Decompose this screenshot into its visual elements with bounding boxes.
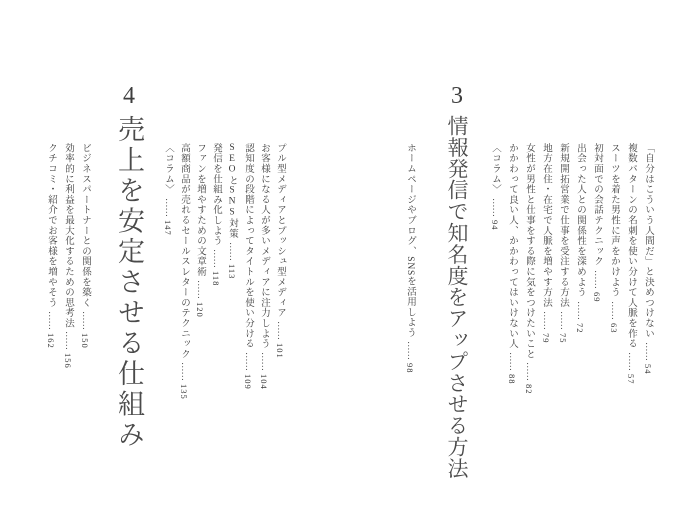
toc-entry — [588, 143, 605, 499]
toc-spread — [40, 83, 656, 499]
leader-dots: …… — [275, 321, 285, 341]
toc-entry-page: 94 — [490, 219, 500, 230]
toc-entry-title: お客様になる人が多いメディアに注力しよう — [259, 143, 269, 349]
toc-entry-page: 57 — [626, 374, 636, 385]
leader-dots: …… — [80, 310, 90, 330]
toc-entry — [622, 143, 639, 499]
toc-entry — [402, 143, 418, 499]
leader-dots: …… — [243, 352, 253, 371]
chapter-title: 売上を安定させる仕組み — [114, 115, 144, 451]
toc-entry-title: スーツを着た男性に声をかけよう — [609, 143, 619, 298]
chapter-number: 4 — [116, 83, 142, 109]
toc-entry-title: ビジネスパートナーとの関係を築く — [80, 143, 90, 308]
toc-entry-page: 63 — [609, 322, 619, 333]
toc-entry-title: プル型メディアとプッシュ型メディア — [275, 143, 285, 319]
toc-entry-page: 72 — [575, 322, 585, 333]
toc-entry-title: 〈コラム〉 — [490, 143, 500, 195]
toc-entry — [272, 143, 288, 499]
toc-entry-title: 「自分はこういう人間だ」と決めつけない — [643, 143, 653, 339]
toc-entry — [520, 143, 537, 499]
toc-entry-title: かかわって良い人、かかわってはいけない人 — [507, 143, 517, 349]
leader-dots: …… — [259, 352, 269, 371]
toc-entry-title: 女性が男性と仕事をする際に気をつけたいこと — [524, 143, 534, 360]
chapter-4-heading — [113, 83, 145, 499]
toc-entry — [208, 143, 224, 499]
leader-dots: …… — [227, 241, 237, 261]
toc-entry-page: 113 — [227, 263, 237, 280]
chapter-title: 情報発信で知名度をアップさせる方法 — [445, 115, 469, 479]
chapter-3-heading — [442, 83, 472, 499]
leader-dots: …… — [405, 340, 415, 360]
toc-entry — [192, 143, 208, 499]
leader-dots: …… — [195, 279, 205, 299]
toc-entry-page: 135 — [179, 384, 189, 401]
toc-entry-title: 高額商品が売れるセールスレターのテクニック — [179, 143, 189, 360]
leader-dots: …… — [575, 300, 585, 320]
leader-dots: …… — [46, 310, 56, 330]
toc-entry-title: SEOとSNS対策 — [227, 143, 237, 239]
toc-entry-page: 109 — [243, 374, 253, 390]
toc-entry-page: 118 — [211, 271, 221, 287]
toc-entry — [554, 143, 571, 499]
leader-dots: …… — [609, 300, 619, 320]
toc-entry-page: 75 — [558, 332, 568, 344]
toc-entry — [537, 143, 554, 499]
toc-entry — [486, 143, 503, 499]
toc-entry-page: 147 — [163, 219, 173, 236]
toc-entry — [639, 143, 656, 499]
toc-entry-page: 162 — [46, 332, 56, 349]
toc-entry — [42, 143, 59, 499]
toc-entry-title: 新規開拓営業で仕事を受注する方法 — [558, 143, 568, 308]
leader-dots: …… — [524, 362, 534, 382]
leader-dots: …… — [507, 352, 517, 371]
leader-dots: …… — [163, 197, 173, 217]
leader-dots: …… — [643, 341, 653, 361]
toc-entry — [59, 143, 76, 499]
toc-entry-title: ファンを増やすための文章術 — [195, 143, 205, 277]
toc-entry-title: クチコミ・紹介でお客様を増やそう — [46, 143, 56, 308]
leader-dots: …… — [541, 310, 551, 330]
toc-entry — [176, 143, 192, 499]
leader-dots: …… — [63, 331, 73, 351]
toc-entry — [160, 143, 176, 499]
leader-dots: …… — [179, 362, 189, 382]
toc-entry-page: 79 — [541, 332, 551, 344]
toc-entry — [76, 143, 93, 499]
toc-entry — [605, 143, 622, 499]
toc-entry-page: 82 — [524, 384, 534, 395]
toc-entry-page: 88 — [507, 374, 517, 385]
toc-entry-page: 69 — [592, 291, 602, 303]
toc-entry — [571, 143, 588, 499]
toc-entry — [503, 143, 520, 499]
toc-entry-page: 150 — [80, 332, 90, 349]
toc-entry-page: 54 — [643, 363, 653, 375]
toc-entry-page: 104 — [259, 374, 269, 390]
chapter-number: 3 — [444, 83, 470, 109]
toc-entry — [240, 143, 256, 499]
leader-dots: …… — [558, 310, 568, 330]
leader-dots: …… — [626, 352, 636, 371]
leader-dots: …… — [592, 269, 602, 289]
toc-entry-title: 初対面での会話テクニック — [592, 143, 602, 267]
toc-entry-title: 複数パターンの名刺を使い分けて人脈を作る — [626, 143, 636, 349]
toc-entry-title: 認知度の段階によってタイトルを使い分ける — [243, 143, 253, 349]
toc-entry-title: 出会った人との関係性を深めよう — [575, 143, 585, 298]
toc-entry-page: 156 — [63, 353, 73, 370]
toc-entry-title: 発信を仕組み化しよう — [211, 143, 221, 246]
toc-entry — [256, 143, 272, 499]
toc-entry-title: 〈コラム〉 — [163, 143, 173, 195]
toc-entry-page: 101 — [275, 343, 285, 359]
leader-dots: …… — [490, 197, 500, 217]
toc-entry-title: ホームページやブログ、SNSを活用しよう — [405, 143, 415, 338]
toc-entry-page: 98 — [405, 362, 415, 374]
leader-dots: …… — [211, 249, 221, 268]
toc-entry — [224, 143, 240, 499]
toc-entry-title: 効率的に利益を最大化するための思考法 — [63, 143, 73, 329]
toc-entry-page: 120 — [195, 301, 205, 318]
toc-entry-title: 地方在住・在宅で人脈を増やす方法 — [541, 143, 551, 308]
